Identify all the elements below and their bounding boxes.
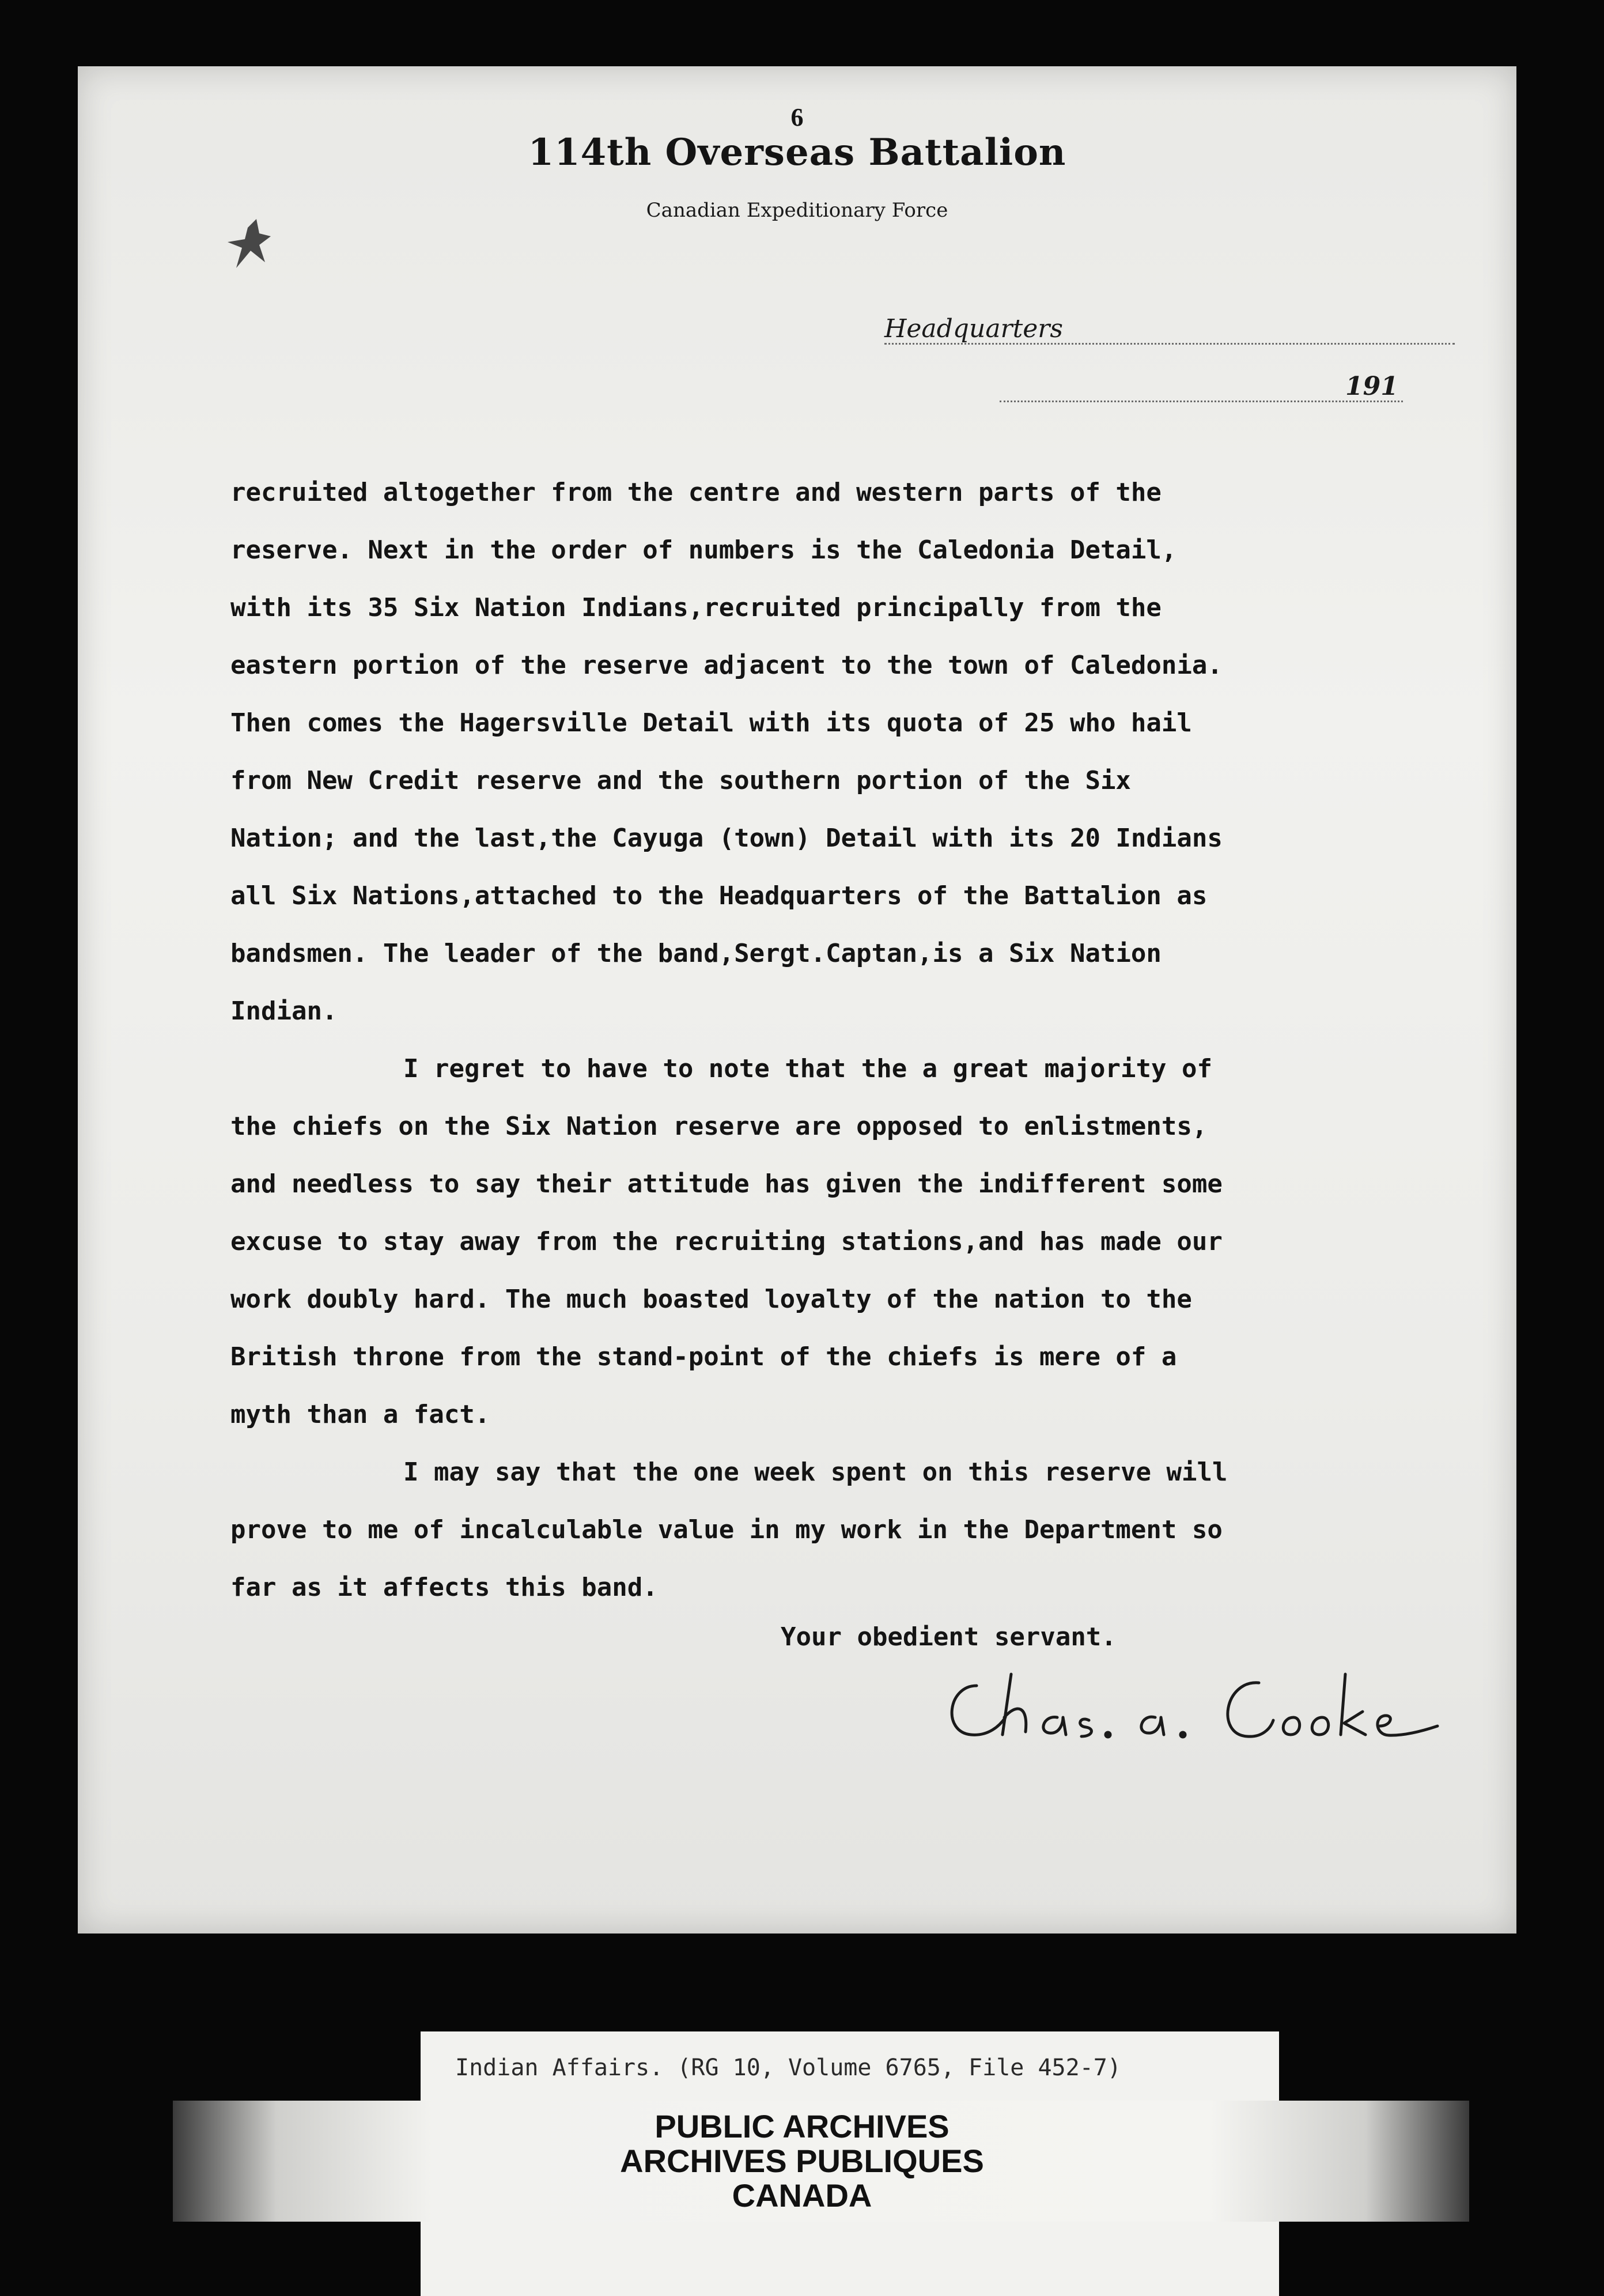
body-line: far as it affects this band. bbox=[230, 1573, 658, 1602]
stamp-line-3: CANADA bbox=[732, 2177, 872, 2214]
body-line: Nation; and the last,the Cayuga (town) Detail with its 20 Indians bbox=[230, 824, 1223, 853]
body-line: prove to me of incalculable value in my work in the Department so bbox=[230, 1515, 1223, 1544]
letterhead-subtitle: Canadian Expeditionary Force bbox=[646, 199, 948, 222]
body-line: recruited altogether from the centre and western parts of the bbox=[230, 478, 1162, 507]
location-label: Headquarters bbox=[884, 314, 1063, 343]
handwritten-signature bbox=[925, 1663, 1443, 1755]
body-line: work doubly hard. The much boasted loyalty of the nation to the bbox=[230, 1285, 1192, 1314]
body-line: eastern portion of the reserve adjacent to the town of Caledonia. bbox=[230, 651, 1223, 680]
ink-smudge-mark bbox=[225, 216, 277, 280]
body-line: excuse to stay away from the recruiting stations,and has made our bbox=[230, 1227, 1223, 1256]
location-line bbox=[884, 314, 1455, 345]
body-line: bandsmen. The leader of the band,Sergt.Captan,is a Six Nation bbox=[230, 939, 1162, 968]
body-line: all Six Nations,attached to the Headquarters of the Battalion as bbox=[230, 881, 1208, 911]
body-line: and needless to say their attitude has given the indifferent some bbox=[230, 1169, 1223, 1199]
body-line: British throne from the stand-point of the chiefs is mere of a bbox=[230, 1342, 1177, 1372]
body-line: the chiefs on the Six Nation reserve are opposed to enlistments, bbox=[230, 1112, 1208, 1141]
body-line: Indian. bbox=[230, 996, 338, 1026]
closing-salutation: Your obedient servant. bbox=[781, 1622, 1117, 1652]
letter-page bbox=[78, 66, 1516, 1934]
body-line: I regret to have to note that the a great majority of bbox=[403, 1054, 1212, 1083]
body-line: reserve. Next in the order of numbers is the Caledonia Detail, bbox=[230, 535, 1177, 565]
archive-reference-slip bbox=[421, 2031, 1279, 2101]
stamp-line-1: PUBLIC ARCHIVES bbox=[655, 2108, 949, 2144]
body-line: with its 35 Six Nation Indians,recruited principally from the bbox=[230, 593, 1162, 622]
archive-reference: Indian Affairs. (RG 10, Volume 6765, File 452-7) bbox=[455, 2055, 1121, 2081]
page-number: 6 bbox=[790, 103, 804, 131]
stamp-line-2: ARCHIVES PUBLIQUES bbox=[620, 2143, 984, 2179]
date-year: 191 bbox=[1345, 372, 1398, 401]
letterhead-title: 114th Overseas Battalion bbox=[528, 131, 1066, 174]
body-line: Then comes the Hagersville Detail with its quota of 25 who hail bbox=[230, 708, 1192, 738]
body-line: I may say that the one week spent on this reserve will bbox=[403, 1457, 1228, 1487]
archive-stamp bbox=[0, 2101, 1604, 2213]
body-line: from New Credit reserve and the southern portion of the Six bbox=[230, 766, 1131, 795]
body-line: myth than a fact. bbox=[230, 1400, 490, 1429]
letter-body bbox=[230, 464, 1440, 1617]
archive-slip-bottom bbox=[421, 2222, 1279, 2296]
date-line bbox=[1000, 372, 1403, 402]
